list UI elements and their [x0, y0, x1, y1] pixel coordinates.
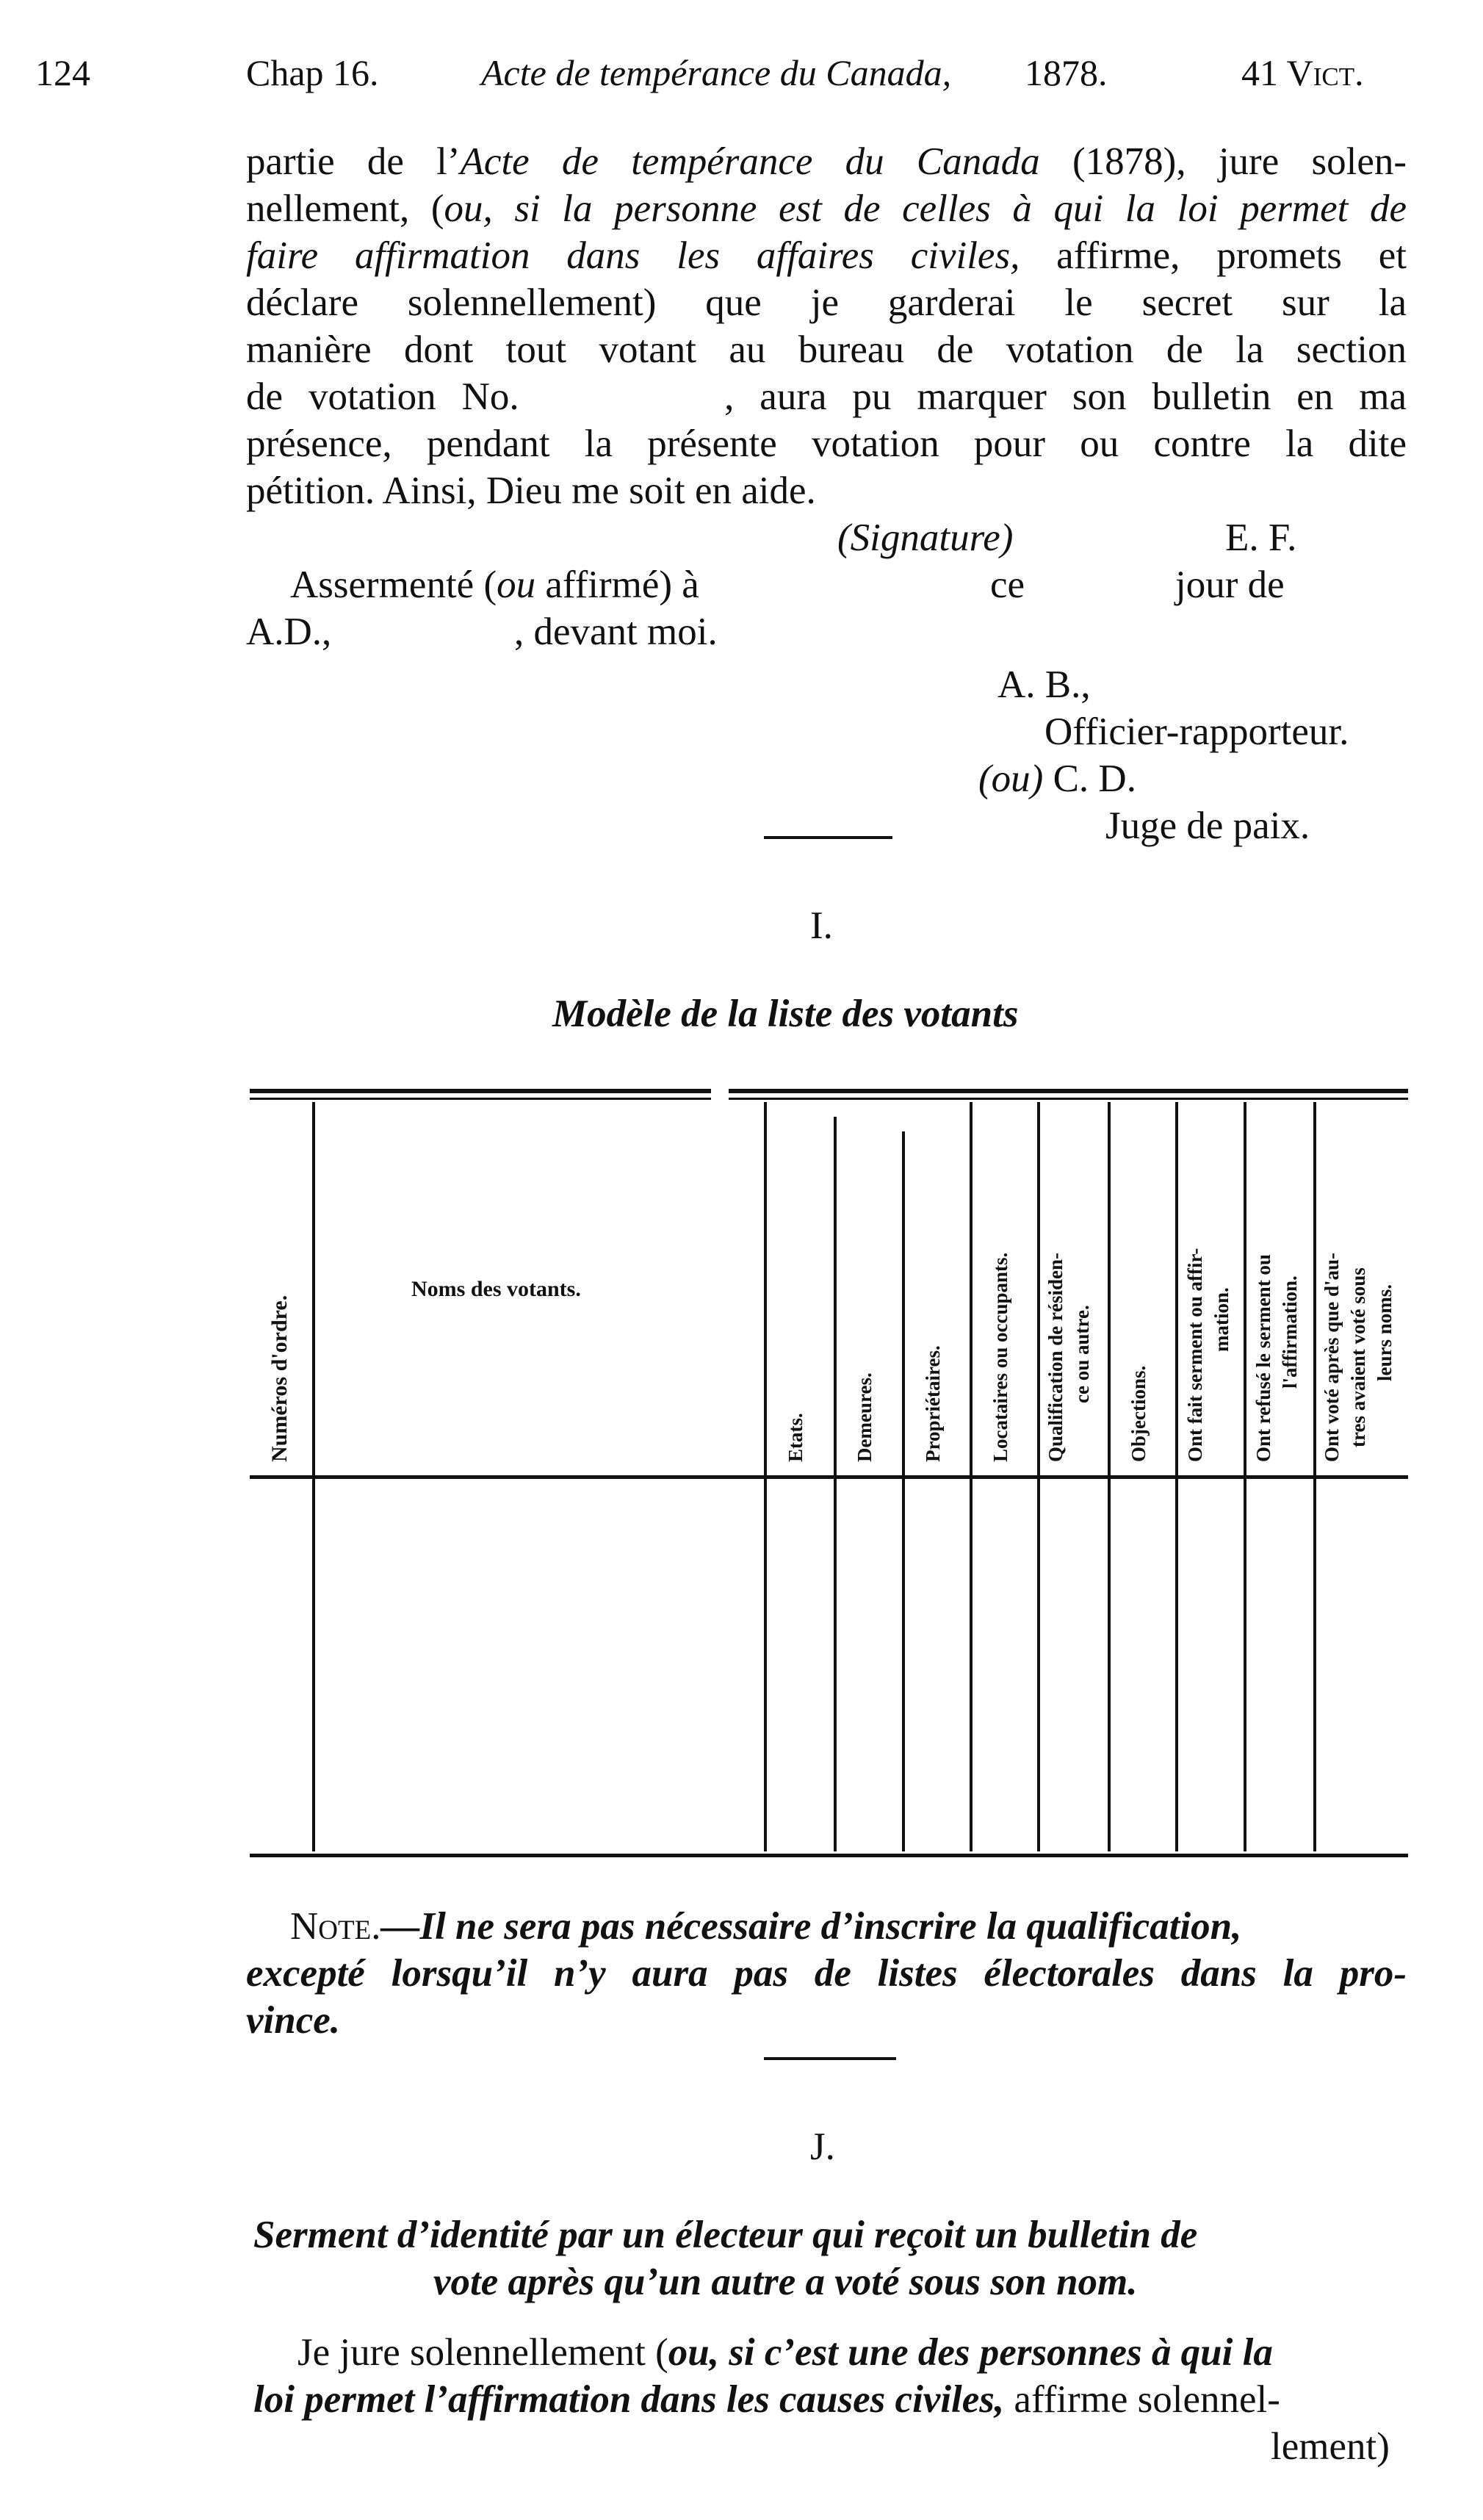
- note-line-2: excepté lorsqu’il n’y aura pas de listes électorales dans la pro-: [246, 1952, 1407, 1995]
- running-head-act-title: Acte de tempérance du Canada,: [481, 52, 952, 93]
- page-number: 124: [35, 52, 90, 93]
- section-letter-i: I.: [810, 904, 833, 947]
- column-header-refuse-2: l'affirmation.: [1279, 1275, 1301, 1389]
- section-i-title: Modèle de la liste des votants: [552, 993, 1019, 1035]
- oath-line-8: pétition. Ainsi, Dieu me soit en aide.: [246, 469, 816, 512]
- identity-oath-line-1: Je jure solennellement (ou, si c’est une des personnes à qui la: [297, 2331, 1273, 2374]
- column-header-serment: Ont fait serment ou affir-: [1184, 1248, 1206, 1462]
- sworn-line: Assermenté (ou affirmé) à: [290, 564, 699, 606]
- note-line-3: vince.: [246, 1999, 341, 2042]
- section-j-title-2: vote après qu’un autre a voté sous son nom.: [433, 2261, 1138, 2303]
- judge-initials: (ou) C. D.: [978, 757, 1136, 800]
- oath-line-4: déclare solennellement) que je garderai le secret sur la: [246, 281, 1407, 324]
- oath-line-3: faire affirmation dans les affaires civiles, affirme, promets et: [246, 234, 1407, 277]
- column-header-vote-2: tres avaient voté sous: [1347, 1267, 1369, 1447]
- signer-initials: E. F.: [1225, 516, 1297, 559]
- column-header-noms: Noms des votants.: [411, 1277, 581, 1301]
- running-head-reign: 41 Vict.: [1241, 52, 1364, 93]
- officer-initials: A. B.,: [997, 663, 1091, 706]
- running-head-chapter: Chap 16.: [246, 52, 379, 93]
- column-header-serment-2: mation.: [1210, 1287, 1233, 1352]
- oath-line-2: nellement, (ou, si la personne est de celles à qui la loi permet de: [246, 187, 1407, 230]
- section-divider-2: [764, 2057, 896, 2060]
- sworn-ad: A.D.,: [246, 611, 332, 653]
- section-j-title-1: Serment d’identité par un électeur qui reçoit un bulletin de: [253, 2214, 1198, 2256]
- officer-title: Officier-rapporteur.: [1044, 710, 1349, 753]
- signature-label: (Signature): [837, 516, 1014, 559]
- column-header-numeros: Numéros d'ordre.: [267, 1295, 292, 1462]
- column-header-qualification: Qualification de résiden-: [1044, 1253, 1067, 1462]
- oath-line-5: manière dont tout votant au bureau de votation de la section: [246, 328, 1407, 371]
- column-header-vote: Ont voté après que d'au-: [1321, 1252, 1343, 1462]
- sworn-jour-de: jour de: [1175, 564, 1285, 606]
- column-header-qualification-2: ce ou autre.: [1071, 1305, 1093, 1403]
- note-line-1: Note.—Il ne sera pas nécessaire d’inscrire la qualification,: [290, 1905, 1242, 1948]
- oath-line-7: présence, pendant la présente votation pour ou contre la dite: [246, 422, 1407, 465]
- column-header-demeures: Demeures.: [854, 1372, 876, 1462]
- sworn-ce: ce: [990, 564, 1025, 606]
- identity-oath-line-3: lement): [1271, 2425, 1390, 2468]
- section-letter-j: J.: [810, 2125, 835, 2168]
- column-header-locataires: Locataires ou occupants.: [989, 1252, 1011, 1462]
- running-head-year: 1878.: [1025, 52, 1108, 93]
- sworn-devant-moi: , devant moi.: [514, 611, 718, 653]
- judge-title: Juge de paix.: [1105, 804, 1310, 847]
- oath-line-1: partie de l’Acte de tempérance du Canada (1878), jure solen-: [246, 140, 1407, 183]
- column-header-objections: Objections.: [1127, 1365, 1150, 1462]
- column-header-vote-3: leurs noms.: [1374, 1284, 1396, 1381]
- column-header-proprietaires: Propriétaires.: [922, 1345, 944, 1462]
- column-header-etats: Etats.: [784, 1413, 807, 1462]
- oath-line-6: de votation No. , aura pu marquer son bulletin en ma: [246, 375, 1407, 418]
- section-divider: [764, 836, 892, 839]
- column-header-refuse: Ont refusé le serment ou: [1252, 1254, 1274, 1462]
- identity-oath-line-2: loi permet l’affirmation dans les causes civiles, affirme solennel-: [253, 2378, 1280, 2421]
